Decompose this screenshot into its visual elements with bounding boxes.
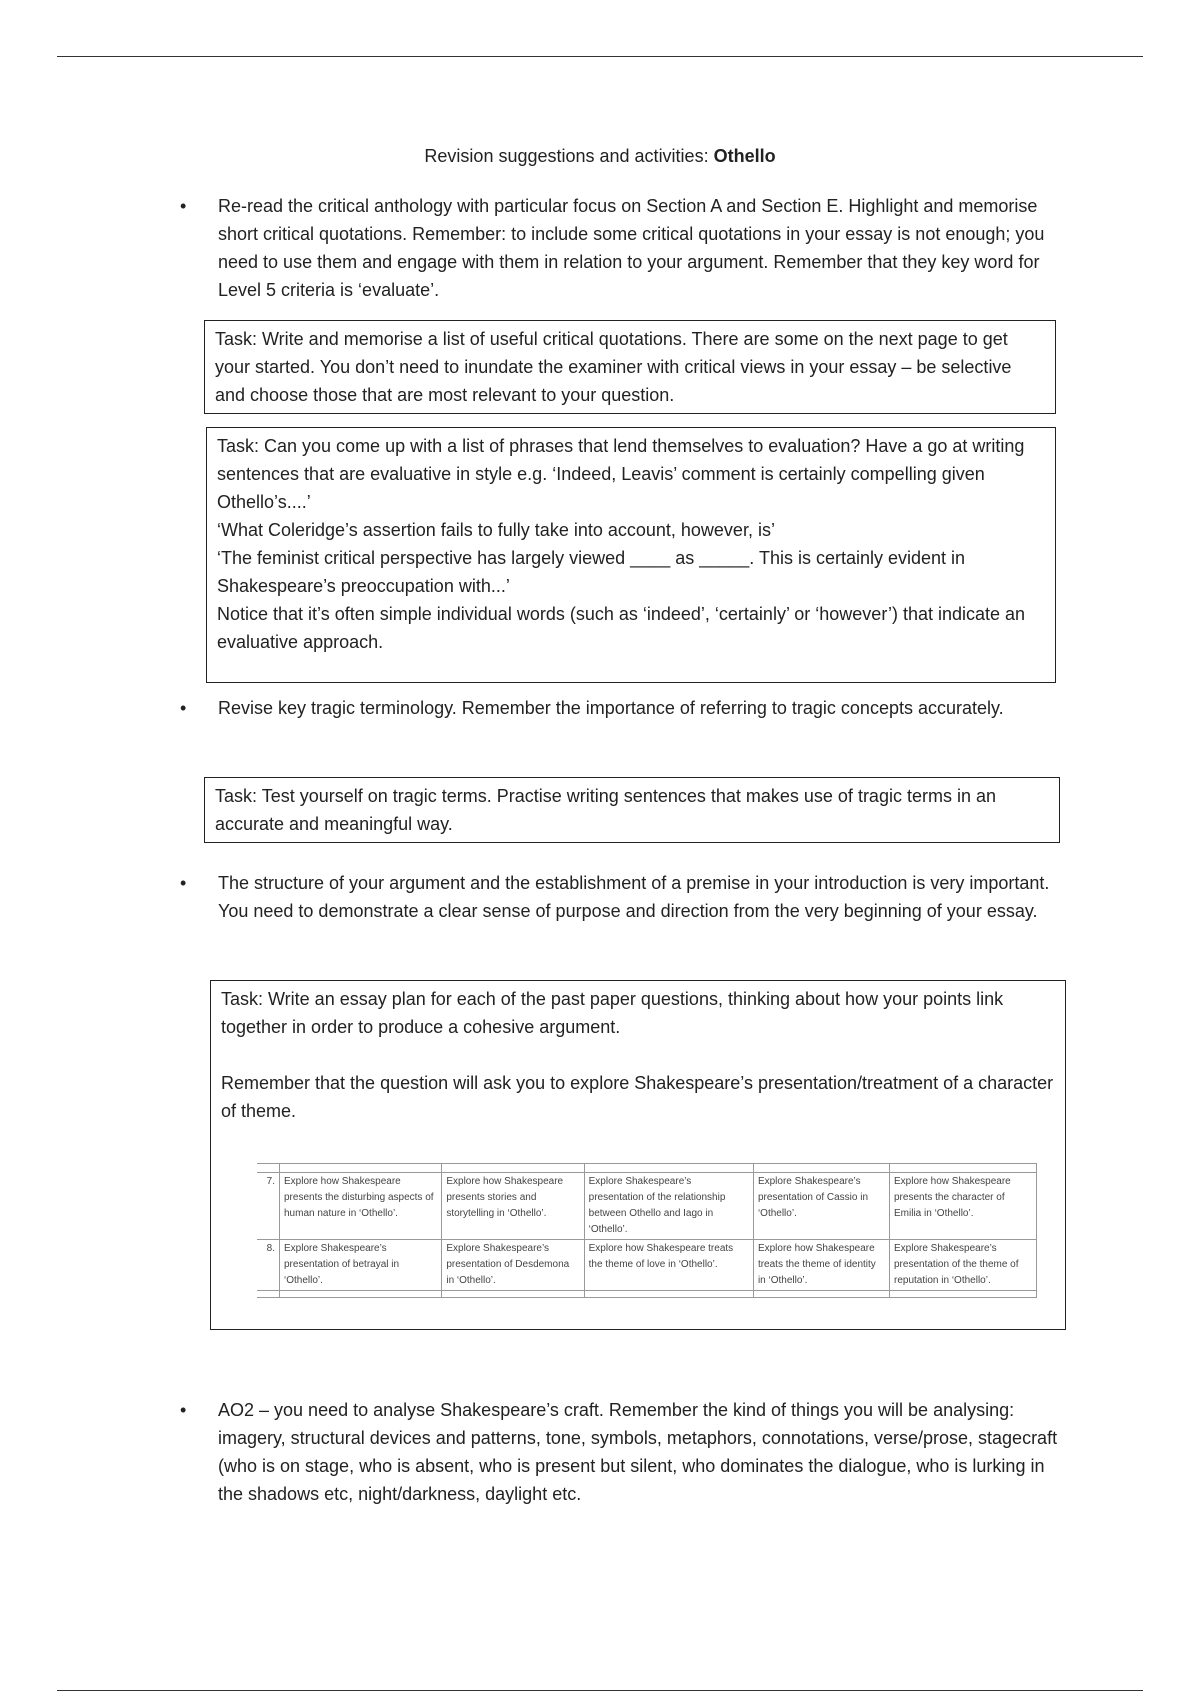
task-text: ‘What Coleridge’s assertion fails to fully take into account, however, is’ [217,520,775,540]
table-cell: Explore Shakespeare’s presentation of betrayal in ‘Othello’. [280,1240,442,1291]
table-cell: Explore Shakespeare’s presentation of the relationship between Othello and Iago in ‘Othello’. [584,1173,753,1240]
title-bold: Othello [713,146,776,166]
table-row [257,1240,1037,1291]
task-box-tragic-terms [204,777,1060,843]
task-box-evaluation [206,427,1056,683]
bullet-text: Revise key tragic terminology. Remember the importance of referring to tragic concepts accurately. [218,698,1004,718]
table-row [257,1164,1037,1173]
task-text: Task: Write and memorise a list of useful critical quotations. There are some on the next page to get your started. You don’t need to inundate the examiner with critical views in your essay – be selective and choose those that are most relevant to your question. [215,329,1012,405]
table-cell: Explore how Shakespeare treats the theme of identity in ‘Othello’. [753,1240,889,1291]
task-text: Remember that the question will ask you to explore Shakespeare’s presentation/treatment of a character of theme. [221,1073,1054,1121]
bullet-text: The structure of your argument and the establishment of a premise in your introduction is very important. You need to demonstrate a clear sense of purpose and direction from the very beginning of your essay. [218,873,1050,921]
task-text: ‘The feminist critical perspective has largely viewed ____ as _____. This is certainly evident in Shakespeare’s preoccupation with...’ [217,548,966,596]
table-row [257,1173,1037,1240]
table-cell: Explore how Shakespeare presents the disturbing aspects of human nature in ‘Othello’. [280,1173,442,1240]
table-row [257,1291,1037,1298]
title-prefix: Revision suggestions and activities: [424,146,714,166]
task-text: Task: Can you come up with a list of phrases that lend themselves to evaluation? Have a go at writing sentences that are evaluative in style e.g. ‘Indeed, Leavis’ comment is certainly compelling given Othello’s....’ [217,436,1025,512]
table-cell: Explore Shakespeare’s presentation of the theme of reputation in ‘Othello’. [890,1240,1037,1291]
task-box-quotations [204,320,1056,414]
task-box-essay-plan [210,980,1066,1330]
bullet-icon: • [180,873,187,893]
bullet-icon: • [180,196,187,216]
bullet-text: Re-read the critical anthology with particular focus on Section A and Section E. Highlight and memorise short critical quotations. Remember: to include some critical quotations in your essay is not enough; you need to use them and engage with them in relation to your argument. Remember that they key word for Level 5 criteria is ‘evaluate’. [218,196,1045,300]
footer-rule [57,1690,1143,1691]
row-number: 7. [257,1173,280,1240]
task-text: Task: Write an essay plan for each of the past paper questions, thinking about how your points link together in order to produce a cohesive argument. [221,989,1004,1037]
table-cell: Explore how Shakespeare treats the theme of love in ‘Othello’. [584,1240,753,1291]
table-cell: Explore how Shakespeare presents stories and storytelling in ‘Othello’. [442,1173,584,1240]
past-questions-table [257,1163,1037,1298]
bullet-icon: • [180,698,187,718]
table-cell: Explore Shakespeare’s presentation of Desdemona in ‘Othello’. [442,1240,584,1291]
task-text: Notice that it’s often simple individual words (such as ‘indeed’, ‘certainly’ or ‘however’) that indicate an evaluative approach. [217,604,1026,652]
page-title [0,146,1200,167]
bullet-icon: • [180,1400,187,1420]
row-number: 8. [257,1240,280,1291]
bullet-text: AO2 – you need to analyse Shakespeare’s craft. Remember the kind of things you will be analysing: imagery, structural devices and patterns, tone, symbols, metaphors, connotations, verse/prose, stagecraft (who is on stage, who is absent, who is present but silent, who dominates the dialogue, who is lurking in the shadows etc, night/darkness, daylight etc. [218,1400,1058,1504]
table-cell: Explore how Shakespeare presents the character of Emilia in ‘Othello’. [890,1173,1037,1240]
table-cell: Explore Shakespeare’s presentation of Cassio in ‘Othello’. [753,1173,889,1240]
task-text: Task: Test yourself on tragic terms. Practise writing sentences that makes use of tragic terms in an accurate and meaningful way. [215,786,996,834]
header-rule [57,56,1143,57]
